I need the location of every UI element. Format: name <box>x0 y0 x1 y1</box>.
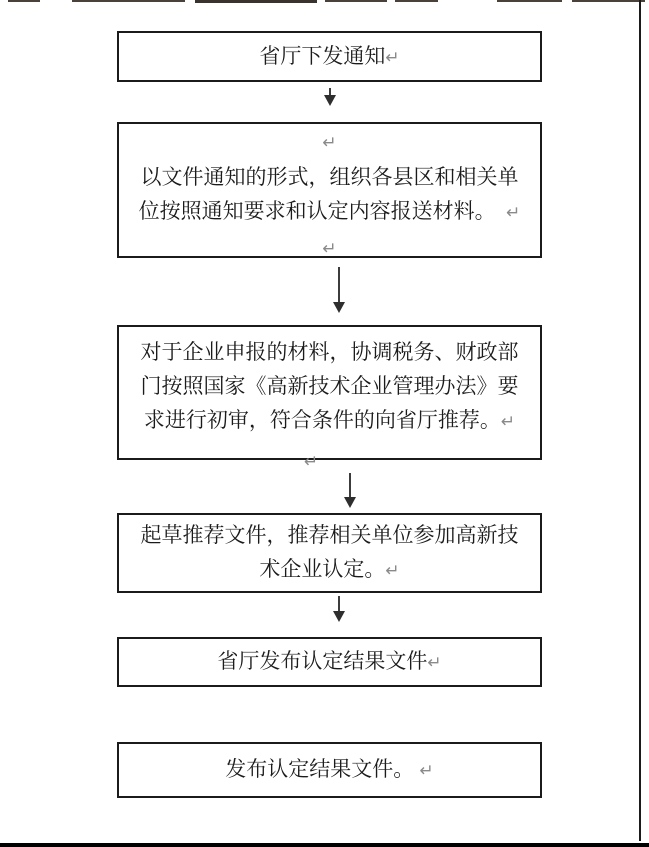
flow-node-notice-issued <box>117 31 542 82</box>
arrow-shaft <box>349 473 351 497</box>
page-border-right <box>639 0 641 841</box>
arrow-head-icon <box>333 302 345 313</box>
flow-node-organize-submission <box>117 122 542 258</box>
arrow-shaft <box>329 88 331 95</box>
down-arrow <box>323 88 336 106</box>
cropped-text-artifact <box>8 0 40 2</box>
paragraph-mark: ↵ <box>304 452 319 471</box>
flow-node-text: 省厅发布认定结果文件↵ <box>217 649 442 673</box>
flow-node-text: 对于企业申报的材料，协调税务、财政部 门按照国家《高新技术企业管理办法》要 求进行初审，符合条件的向省厅推荐。↵ <box>140 340 519 432</box>
cropped-text-artifact <box>72 0 185 2</box>
arrow-head-icon <box>344 497 356 508</box>
cropped-text-artifact <box>395 0 438 2</box>
flow-node-publish-result <box>117 742 542 798</box>
down-arrow <box>332 267 345 313</box>
arrow-head-icon <box>333 611 345 622</box>
cropped-text-artifact <box>325 0 387 2</box>
down-arrow <box>332 596 345 622</box>
cropped-text-artifact <box>195 0 317 3</box>
arrow-head-icon <box>324 95 336 106</box>
flow-node-preliminary-review <box>117 325 542 460</box>
flow-node-province-publishes-result <box>117 637 542 687</box>
down-arrow <box>343 473 356 508</box>
flow-node-text: 省厅下发通知↵ <box>259 43 400 68</box>
cropped-text-artifact <box>572 0 645 2</box>
flow-node-text: ↵ 以文件通知的形式，组织各县区和相关单 位按照通知要求和认定内容报送材料。 ↵ ↵ <box>138 133 521 258</box>
flow-node-text: 起草推荐文件，推荐相关单位参加高新技 术企业认定。↵ <box>140 523 519 581</box>
page-border-bottom <box>0 843 649 847</box>
flow-node-text: 发布认定结果文件。 ↵ <box>225 757 434 781</box>
arrow-shaft <box>338 596 340 611</box>
cropped-text-artifact <box>497 0 562 2</box>
arrow-shaft <box>338 267 340 302</box>
flow-node-draft-recommendation <box>117 513 542 593</box>
